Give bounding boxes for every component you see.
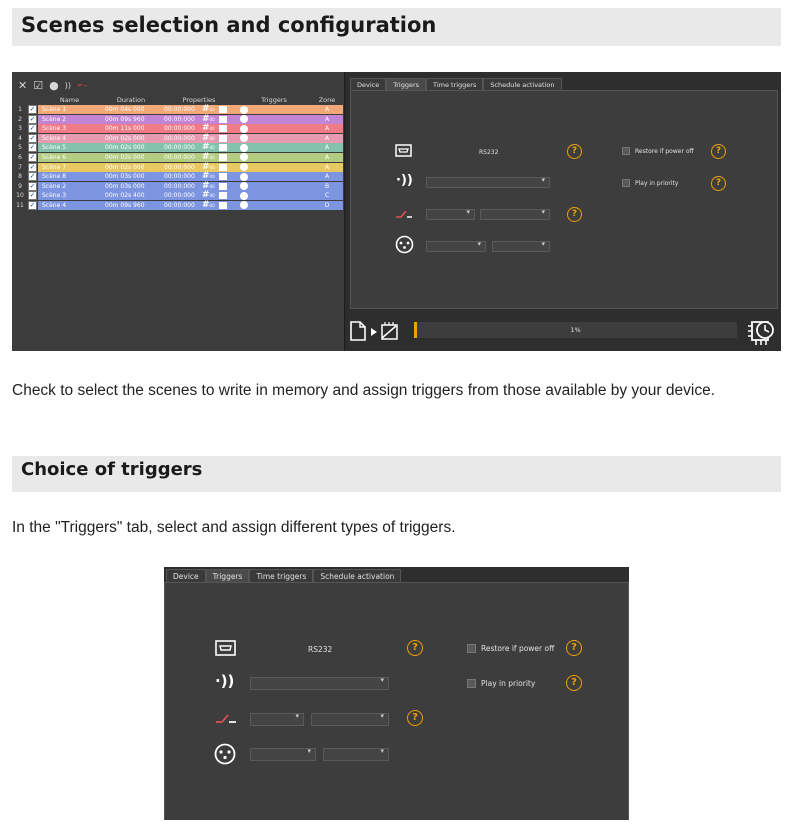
col-name: Name xyxy=(59,96,80,104)
trigger-dot-icon xyxy=(240,182,248,190)
hash-icon: # xyxy=(202,132,210,143)
scene-properties[interactable] xyxy=(161,105,237,114)
scene-checkbox[interactable]: ✓ xyxy=(29,105,36,113)
write-to-memory-icon[interactable] xyxy=(348,319,408,343)
tab-bar xyxy=(166,569,401,582)
device-sync-icon[interactable] xyxy=(744,316,778,348)
serial-port-icon xyxy=(215,640,236,656)
wireless-dropdown[interactable] xyxy=(426,177,550,188)
hash-icon: # xyxy=(202,171,210,182)
color-swatch[interactable] xyxy=(219,183,227,190)
restore-option[interactable] xyxy=(622,147,694,155)
trigger-dot-icon xyxy=(240,192,248,200)
hash-icon: # xyxy=(202,104,210,114)
write-bar xyxy=(348,316,781,350)
scene-properties[interactable] xyxy=(161,201,237,210)
trigger-dot-icon xyxy=(240,173,248,181)
scene-triggers[interactable] xyxy=(237,201,311,210)
scene-duration[interactable]: 00m 02s 000 xyxy=(101,153,161,162)
scene-timecode: 00:00:000 xyxy=(164,182,195,190)
scene-properties[interactable] xyxy=(161,115,237,124)
scene-zone[interactable]: A xyxy=(311,124,343,133)
hash-icon: # xyxy=(202,142,210,153)
scene-checkbox[interactable]: ✓ xyxy=(29,114,36,123)
restore-checkbox[interactable] xyxy=(622,147,630,155)
dmx-dropdown-1[interactable] xyxy=(426,241,486,252)
scene-checkbox[interactable]: ✓ xyxy=(29,143,36,152)
scene-zone[interactable]: A xyxy=(311,153,343,162)
record-icon[interactable]: ● xyxy=(49,78,59,92)
scene-properties[interactable] xyxy=(161,163,237,172)
scene-timecode: 00:00:000 xyxy=(164,192,195,200)
scenes-table xyxy=(13,96,343,211)
hash-value: 00 xyxy=(209,145,215,151)
table-row[interactable] xyxy=(13,105,343,114)
row-index: 4 xyxy=(13,134,27,143)
scene-triggers[interactable] xyxy=(237,163,311,172)
table-row[interactable] xyxy=(13,163,343,172)
priority-label: Play in priority xyxy=(635,179,679,187)
trigger-dot-icon xyxy=(240,134,248,142)
scene-name[interactable]: Scène 3 xyxy=(38,124,101,133)
tab-time-triggers[interactable]: Time triggers xyxy=(249,569,313,582)
scene-properties[interactable] xyxy=(161,134,237,143)
color-swatch[interactable] xyxy=(219,125,227,132)
scenes-toolbar xyxy=(18,78,88,92)
color-swatch[interactable] xyxy=(219,154,227,161)
scene-triggers[interactable] xyxy=(237,172,311,181)
restore-option[interactable] xyxy=(467,644,554,653)
row-index: 5 xyxy=(13,143,27,152)
scene-triggers[interactable] xyxy=(237,153,311,162)
help-icon[interactable]: ? xyxy=(711,144,726,159)
scene-triggers[interactable] xyxy=(237,124,311,133)
col-triggers: Triggers xyxy=(261,96,287,104)
hash-icon: # xyxy=(202,151,210,162)
scene-timecode: 00:00:000 xyxy=(164,115,195,123)
priority-checkbox[interactable] xyxy=(467,679,476,688)
row-index: 1 xyxy=(13,105,27,114)
scene-checkbox[interactable]: ✓ xyxy=(29,172,36,181)
scene-triggers[interactable] xyxy=(237,105,311,114)
color-swatch[interactable] xyxy=(219,173,227,180)
color-swatch[interactable] xyxy=(219,106,227,113)
rs232-label: RS232 xyxy=(308,645,333,654)
help-icon[interactable]: ? xyxy=(567,144,582,159)
scene-checkbox[interactable]: ✓ xyxy=(29,181,36,190)
triggers-panel xyxy=(348,72,781,351)
section-title: Scenes selection and configuration xyxy=(21,13,437,37)
tab-device[interactable]: Device xyxy=(350,78,386,90)
scene-duration[interactable]: 00m 02s 000 xyxy=(101,163,161,172)
trigger-dot-icon xyxy=(240,106,248,114)
scene-name[interactable]: Scène 2 xyxy=(38,115,101,124)
dmx-dropdown-2[interactable] xyxy=(492,241,550,252)
dmx-connector-icon xyxy=(214,743,236,765)
scene-duration[interactable]: 00m 04s 000 xyxy=(101,105,161,114)
scene-zone[interactable]: A xyxy=(311,115,343,124)
contact-icon xyxy=(215,713,237,724)
hash-value: 00 xyxy=(209,154,215,160)
wireless-dropdown[interactable] xyxy=(250,677,389,690)
color-swatch[interactable] xyxy=(219,202,227,209)
hash-value: 00 xyxy=(209,116,215,122)
scene-checkbox[interactable]: ✓ xyxy=(29,152,36,161)
contact-dropdown-2[interactable] xyxy=(311,713,389,726)
check-all-icon[interactable]: ☑ xyxy=(33,78,44,92)
table-row[interactable] xyxy=(13,134,343,143)
section-title: Choice of triggers xyxy=(21,459,203,480)
table-row[interactable] xyxy=(13,124,343,133)
hash-value: 00 xyxy=(209,135,215,141)
color-swatch[interactable] xyxy=(219,135,227,142)
trigger-dot-icon xyxy=(240,201,248,209)
scene-properties[interactable] xyxy=(161,124,237,133)
restore-label: Restore if power off xyxy=(481,644,555,653)
help-icon[interactable]: ? xyxy=(711,176,726,191)
scene-name[interactable]: Scène 8 xyxy=(38,172,101,181)
table-body xyxy=(13,105,343,210)
scene-zone[interactable]: A xyxy=(311,105,343,114)
contact-icon[interactable]: ⌐– xyxy=(76,80,88,90)
col-zone: Zone xyxy=(318,96,336,104)
scene-timecode: 00:00:000 xyxy=(164,201,195,209)
hash-icon: # xyxy=(202,199,210,210)
contact-dropdown-2[interactable] xyxy=(480,209,550,220)
scene-properties[interactable] xyxy=(161,153,237,162)
trigger-dot-icon xyxy=(240,125,248,133)
hash-icon: # xyxy=(202,190,210,201)
tab-schedule-activation[interactable]: Schedule activation xyxy=(313,569,401,582)
scene-checkbox[interactable]: ✓ xyxy=(29,162,36,171)
tab-device[interactable]: Device xyxy=(166,569,206,582)
color-swatch[interactable] xyxy=(219,192,227,199)
scene-zone[interactable]: C xyxy=(311,191,343,200)
scene-name[interactable]: Scène 4 xyxy=(38,134,101,143)
scene-name[interactable]: Scène 7 xyxy=(38,163,101,172)
section-header-triggers xyxy=(12,456,781,492)
hash-value: 00 xyxy=(209,193,215,199)
contact-dropdown-1[interactable] xyxy=(426,209,475,220)
contact-icon xyxy=(395,209,413,219)
rs232-label: RS232 xyxy=(479,149,499,156)
triggers-content xyxy=(350,90,778,309)
row-index: 3 xyxy=(13,124,27,133)
hash-icon: # xyxy=(202,161,210,172)
scene-timecode: 00:00:000 xyxy=(164,163,195,171)
wireless-icon: ·)) xyxy=(396,173,413,188)
help-icon[interactable]: ? xyxy=(567,207,582,222)
col-duration: Duration xyxy=(116,96,146,104)
dmx-dropdown-2[interactable] xyxy=(323,748,389,761)
dmx-connector-icon xyxy=(395,235,414,254)
row-index: 6 xyxy=(13,153,27,162)
table-row[interactable] xyxy=(13,143,343,152)
scene-timecode: 00:00:000 xyxy=(164,106,195,113)
triggers-screenshot xyxy=(164,567,629,820)
scene-triggers[interactable] xyxy=(237,143,311,152)
scene-duration[interactable]: 00m 11s 000 xyxy=(101,124,161,133)
scene-zone[interactable]: A xyxy=(311,172,343,181)
priority-label: Play in priority xyxy=(481,679,536,688)
table-header xyxy=(13,96,343,105)
scene-properties[interactable] xyxy=(161,143,237,152)
color-swatch[interactable] xyxy=(219,116,227,123)
priority-checkbox[interactable] xyxy=(622,179,630,187)
scene-zone[interactable]: D xyxy=(311,201,343,210)
scene-duration[interactable]: 00m 03s 000 xyxy=(101,182,161,191)
help-icon[interactable]: ? xyxy=(407,640,423,656)
scene-name[interactable]: Scène 5 xyxy=(38,143,101,152)
wireless-icon[interactable]: )) xyxy=(64,80,71,90)
row-index: 9 xyxy=(13,182,27,191)
hash-value: 00 xyxy=(209,202,215,208)
scene-duration[interactable]: 00m 09s 960 xyxy=(101,201,161,210)
scene-timecode: 00:00:000 xyxy=(164,153,195,161)
progress-text: 1% xyxy=(570,326,581,334)
hash-value: 00 xyxy=(209,164,215,170)
scene-name[interactable]: Scène 2 xyxy=(38,182,101,191)
scene-properties[interactable] xyxy=(161,182,237,191)
table-row[interactable] xyxy=(13,201,343,210)
section-header-scenes xyxy=(12,8,781,46)
priority-option[interactable] xyxy=(467,679,535,688)
trigger-dot-icon xyxy=(240,163,248,171)
hash-value: 00 xyxy=(209,183,215,189)
trigger-dot-icon xyxy=(240,115,248,123)
scene-duration[interactable]: 00m 02s 400 xyxy=(101,191,161,200)
scene-checkbox[interactable]: ✓ xyxy=(29,200,36,209)
table-row[interactable] xyxy=(13,191,343,200)
scene-duration[interactable]: 00m 09s 960 xyxy=(101,115,161,124)
scene-checkbox[interactable]: ✓ xyxy=(29,133,36,142)
restore-checkbox[interactable] xyxy=(467,644,476,653)
hash-value: 00 xyxy=(209,174,215,180)
trigger-dot-icon xyxy=(240,144,248,152)
scene-name[interactable]: Scène 4 xyxy=(38,201,101,210)
scenes-panel xyxy=(12,72,345,351)
row-index: 11 xyxy=(13,201,27,210)
contact-dropdown-1[interactable] xyxy=(250,713,304,726)
scenes-screenshot xyxy=(12,72,781,351)
row-index: 8 xyxy=(13,172,27,181)
scene-zone[interactable]: B xyxy=(311,182,343,191)
col-properties: Properties xyxy=(182,96,216,104)
write-progress xyxy=(414,322,737,338)
wireless-icon: ·)) xyxy=(215,672,235,690)
tab-schedule-activation[interactable]: Schedule activation xyxy=(483,78,561,90)
help-icon[interactable]: ? xyxy=(566,675,582,691)
scene-name[interactable]: Scène 3 xyxy=(38,191,101,200)
scene-properties[interactable] xyxy=(161,191,237,200)
scene-duration[interactable]: 00m 03s 000 xyxy=(101,172,161,181)
table-row[interactable] xyxy=(13,153,343,162)
priority-option[interactable] xyxy=(622,179,678,187)
hash-value: 00 xyxy=(209,107,215,112)
paragraph-scenes: Check to select the scenes to write in memory and assign triggers from those available by your device. xyxy=(12,382,715,399)
paragraph-triggers: In the "Triggers" tab, select and assign different types of triggers. xyxy=(12,519,456,536)
scene-checkbox[interactable]: ✓ xyxy=(29,191,36,200)
scene-triggers[interactable] xyxy=(237,191,311,200)
tab-triggers[interactable]: Triggers xyxy=(206,569,250,582)
trigger-dot-icon xyxy=(240,153,248,161)
scene-timecode: 00:00:000 xyxy=(164,144,195,152)
scene-triggers[interactable] xyxy=(237,134,311,143)
scene-zone[interactable]: A xyxy=(311,163,343,172)
table-row[interactable] xyxy=(13,172,343,181)
restore-label: Restore if power off xyxy=(635,147,694,155)
scene-name[interactable]: Scène 1 xyxy=(38,105,101,114)
table-row[interactable] xyxy=(13,182,343,191)
table-row[interactable] xyxy=(13,115,343,124)
close-icon[interactable]: ✕ xyxy=(18,78,28,92)
scene-properties[interactable] xyxy=(161,172,237,181)
scene-zone[interactable]: A xyxy=(311,143,343,152)
scene-triggers[interactable] xyxy=(237,182,311,191)
help-icon[interactable]: ? xyxy=(566,640,582,656)
scene-timecode: 00:00:000 xyxy=(164,134,195,142)
dmx-dropdown-1[interactable] xyxy=(250,748,316,761)
scene-name[interactable]: Scène 6 xyxy=(38,153,101,162)
scene-duration[interactable]: 00m 02s 000 xyxy=(101,143,161,152)
scene-timecode: 00:00:000 xyxy=(164,125,195,133)
color-swatch[interactable] xyxy=(219,164,227,171)
serial-port-icon xyxy=(395,144,412,157)
scene-zone[interactable]: A xyxy=(311,134,343,143)
scene-duration[interactable]: 00m 02s 000 xyxy=(101,134,161,143)
scene-triggers[interactable] xyxy=(237,115,311,124)
hash-icon: # xyxy=(202,113,210,124)
hash-value: 00 xyxy=(209,126,215,132)
scene-timecode: 00:00:000 xyxy=(164,173,195,181)
tab-bar xyxy=(350,78,562,90)
triggers-content xyxy=(164,582,629,820)
scene-checkbox[interactable]: ✓ xyxy=(29,124,36,133)
rs232-row xyxy=(395,144,412,157)
tab-time-triggers[interactable]: Time triggers xyxy=(426,78,483,90)
hash-icon: # xyxy=(202,123,210,134)
help-icon[interactable]: ? xyxy=(407,710,423,726)
hash-icon: # xyxy=(202,180,210,191)
row-index: 10 xyxy=(13,191,27,200)
row-index: 7 xyxy=(13,163,27,172)
color-swatch[interactable] xyxy=(219,144,227,151)
tab-triggers[interactable]: Triggers xyxy=(386,78,426,90)
row-index: 2 xyxy=(13,115,27,124)
